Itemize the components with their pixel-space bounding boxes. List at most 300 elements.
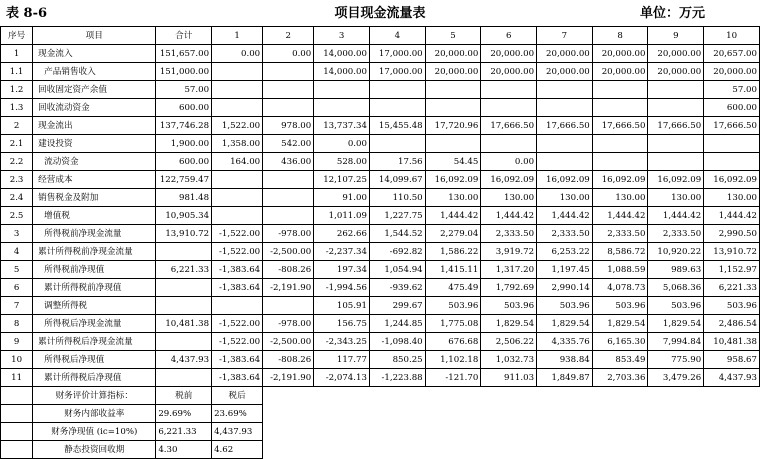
value-cell xyxy=(263,207,314,225)
table-row xyxy=(1,315,760,333)
value-cell: 20,000.00 xyxy=(537,63,593,81)
value-cell xyxy=(481,135,537,153)
value-cell: 958.67 xyxy=(704,351,760,369)
value-cell: 5,068.36 xyxy=(648,279,704,297)
value-cell: 600.00 xyxy=(704,99,760,117)
value-cell xyxy=(212,171,263,189)
row-id: 7 xyxy=(1,297,33,315)
table-row xyxy=(1,153,760,171)
row-id: 1.2 xyxy=(1,81,33,99)
column-header: 序号 xyxy=(1,27,33,45)
value-cell: 57.00 xyxy=(704,81,760,99)
value-cell: -1,383.64 xyxy=(212,279,263,297)
value-cell xyxy=(592,153,648,171)
value-cell: 676.68 xyxy=(425,333,481,351)
value-cell: 14,000.00 xyxy=(314,45,370,63)
column-header: 8 xyxy=(592,27,648,45)
value-cell: -1,383.64 xyxy=(212,261,263,279)
value-cell: -1,522.00 xyxy=(212,315,263,333)
value-cell xyxy=(592,135,648,153)
row-id: 2.1 xyxy=(1,135,33,153)
value-cell: 981.48 xyxy=(156,189,212,207)
value-cell xyxy=(263,63,314,81)
value-cell xyxy=(537,135,593,153)
row-id: 1.1 xyxy=(1,63,33,81)
value-cell: -2,191.90 xyxy=(263,279,314,297)
value-cell: 1,152.97 xyxy=(704,261,760,279)
value-cell: 1,829.54 xyxy=(592,315,648,333)
value-cell: 14,000.00 xyxy=(314,63,370,81)
value-cell: 17,666.50 xyxy=(648,117,704,135)
value-cell xyxy=(212,63,263,81)
value-cell: 130.00 xyxy=(481,189,537,207)
value-cell: 137,746.28 xyxy=(156,117,212,135)
value-cell: 91.00 xyxy=(314,189,370,207)
indicator-name: 财务评价计算指标： xyxy=(33,387,156,405)
value-cell: 1,032.73 xyxy=(481,351,537,369)
table-row xyxy=(1,189,760,207)
value-cell: 13,910.72 xyxy=(704,243,760,261)
value-cell: 20,000.00 xyxy=(425,63,481,81)
value-cell: -978.00 xyxy=(263,225,314,243)
value-cell: 1,849.87 xyxy=(537,369,593,387)
value-cell: 122,759.47 xyxy=(156,171,212,189)
value-cell xyxy=(648,135,704,153)
table-row xyxy=(1,63,760,81)
value-cell: 2,333.50 xyxy=(537,225,593,243)
value-cell: 6,221.33 xyxy=(156,261,212,279)
value-cell: 1,444.42 xyxy=(537,207,593,225)
value-cell: -808.26 xyxy=(263,261,314,279)
row-id: 4 xyxy=(1,243,33,261)
value-cell: 1,317.20 xyxy=(481,261,537,279)
value-cell: 503.96 xyxy=(425,297,481,315)
value-cell: 17,666.50 xyxy=(592,117,648,135)
value-cell: -692.82 xyxy=(369,243,425,261)
value-cell: 6,253.22 xyxy=(537,243,593,261)
row-item-name: 增值税 xyxy=(33,207,156,225)
value-cell xyxy=(212,297,263,315)
value-cell: 528.00 xyxy=(314,153,370,171)
indicator-after-tax: 23.69% xyxy=(212,405,263,423)
row-item-name: 建设投资 xyxy=(33,135,156,153)
row-item-name: 现金流入 xyxy=(33,45,156,63)
value-cell: 853.49 xyxy=(592,351,648,369)
value-cell: 1,227.75 xyxy=(369,207,425,225)
value-cell: 130.00 xyxy=(648,189,704,207)
value-cell: -1,098.40 xyxy=(369,333,425,351)
value-cell: 503.96 xyxy=(592,297,648,315)
row-id: 9 xyxy=(1,333,33,351)
row-id: 3 xyxy=(1,225,33,243)
column-header: 7 xyxy=(537,27,593,45)
value-cell: 1,775.08 xyxy=(425,315,481,333)
row-item-name: 现金流出 xyxy=(33,117,156,135)
indicator-before-tax: 税前 xyxy=(156,387,212,405)
row-id: 2.5 xyxy=(1,207,33,225)
value-cell xyxy=(648,81,704,99)
value-cell: 4,335.76 xyxy=(537,333,593,351)
row-item-name: 累计所得税前净现值 xyxy=(33,279,156,297)
value-cell: 1,358.00 xyxy=(212,135,263,153)
value-cell xyxy=(481,99,537,117)
value-cell: 151,000.00 xyxy=(156,63,212,81)
value-cell: -121.70 xyxy=(425,369,481,387)
value-cell xyxy=(156,369,212,387)
value-cell: 2,506.22 xyxy=(481,333,537,351)
value-cell: 775.90 xyxy=(648,351,704,369)
indicator-name: 财务内部收益率 xyxy=(33,405,156,423)
row-item-name: 所得税后净现金流量 xyxy=(33,315,156,333)
indicator-before-tax: 29.69% xyxy=(156,405,212,423)
table-label: 表 8-6 xyxy=(6,6,48,21)
value-cell: 1,444.42 xyxy=(481,207,537,225)
row-id: 10 xyxy=(1,351,33,369)
value-cell: 0.00 xyxy=(314,135,370,153)
value-cell: -1,383.64 xyxy=(212,369,263,387)
value-cell: 1,244.85 xyxy=(369,315,425,333)
row-id: 1.3 xyxy=(1,99,33,117)
column-header: 6 xyxy=(481,27,537,45)
value-cell: 20,000.00 xyxy=(425,45,481,63)
value-cell xyxy=(212,99,263,117)
value-cell: 16,092.09 xyxy=(592,171,648,189)
value-cell: 15,455.48 xyxy=(369,117,425,135)
table-row xyxy=(1,171,760,189)
value-cell: 2,486.54 xyxy=(704,315,760,333)
value-cell xyxy=(369,99,425,117)
value-cell: 151,657.00 xyxy=(156,45,212,63)
value-cell: 1,586.22 xyxy=(425,243,481,261)
value-cell: 16,092.09 xyxy=(704,171,760,189)
row-item-name: 调整所得税 xyxy=(33,297,156,315)
value-cell xyxy=(369,81,425,99)
value-cell xyxy=(263,297,314,315)
table-row xyxy=(1,369,760,387)
value-cell: 156.75 xyxy=(314,315,370,333)
value-cell: 503.96 xyxy=(704,297,760,315)
value-cell: -1,383.64 xyxy=(212,351,263,369)
value-cell: 3,479.26 xyxy=(648,369,704,387)
value-cell: 10,905.34 xyxy=(156,207,212,225)
value-cell: -1,223.88 xyxy=(369,369,425,387)
column-header: 2 xyxy=(263,27,314,45)
indicator-row xyxy=(1,405,760,423)
value-cell xyxy=(212,81,263,99)
row-item-name: 流动资金 xyxy=(33,153,156,171)
value-cell: 20,657.00 xyxy=(704,45,760,63)
value-cell: -2,500.00 xyxy=(263,243,314,261)
value-cell: 10,481.38 xyxy=(704,333,760,351)
indicator-id xyxy=(1,441,33,459)
value-cell xyxy=(314,99,370,117)
value-cell: 2,990.50 xyxy=(704,225,760,243)
value-cell: 1,197.45 xyxy=(537,261,593,279)
value-cell: 16,092.09 xyxy=(648,171,704,189)
value-cell: 1,444.42 xyxy=(704,207,760,225)
value-cell: 1,444.42 xyxy=(592,207,648,225)
table-row xyxy=(1,351,760,369)
value-cell: 110.50 xyxy=(369,189,425,207)
value-cell: 850.25 xyxy=(369,351,425,369)
table-header-row xyxy=(1,27,760,45)
column-header: 9 xyxy=(648,27,704,45)
table-row xyxy=(1,207,760,225)
row-id: 2.4 xyxy=(1,189,33,207)
value-cell xyxy=(648,99,704,117)
value-cell: 4,437.93 xyxy=(156,351,212,369)
value-cell: -1,522.00 xyxy=(212,243,263,261)
value-cell: 299.67 xyxy=(369,297,425,315)
row-id: 2.3 xyxy=(1,171,33,189)
value-cell xyxy=(481,81,537,99)
value-cell: 16,092.09 xyxy=(481,171,537,189)
value-cell: 503.96 xyxy=(648,297,704,315)
value-cell: -1,522.00 xyxy=(212,225,263,243)
indicator-row xyxy=(1,387,760,405)
value-cell: 17,666.50 xyxy=(537,117,593,135)
value-cell: 2,703.36 xyxy=(592,369,648,387)
value-cell: 1,829.54 xyxy=(648,315,704,333)
value-cell xyxy=(263,171,314,189)
value-cell: 1,011.09 xyxy=(314,207,370,225)
value-cell: 8,586.72 xyxy=(592,243,648,261)
row-id: 2.2 xyxy=(1,153,33,171)
indicator-name: 静态投资回收期 xyxy=(33,441,156,459)
value-cell: 503.96 xyxy=(481,297,537,315)
value-cell: 938.84 xyxy=(537,351,593,369)
row-id: 11 xyxy=(1,369,33,387)
value-cell: -2,500.00 xyxy=(263,333,314,351)
value-cell: 14,099.67 xyxy=(369,171,425,189)
row-item-name: 经营成本 xyxy=(33,171,156,189)
value-cell: 2,333.50 xyxy=(481,225,537,243)
value-cell: -939.62 xyxy=(369,279,425,297)
value-cell: 978.00 xyxy=(263,117,314,135)
value-cell xyxy=(263,189,314,207)
column-header: 10 xyxy=(704,27,760,45)
row-id: 1 xyxy=(1,45,33,63)
page-title: 项目现金流量表 xyxy=(334,6,426,21)
column-header: 5 xyxy=(425,27,481,45)
row-item-name: 回收固定资产余值 xyxy=(33,81,156,99)
value-cell: 17,000.00 xyxy=(369,63,425,81)
row-item-name: 累计所得税前净现金流量 xyxy=(33,243,156,261)
indicator-after-tax: 4,437.93 xyxy=(212,423,263,441)
value-cell: 7,994.84 xyxy=(648,333,704,351)
value-cell: 2,279.04 xyxy=(425,225,481,243)
value-cell: -1,994.56 xyxy=(314,279,370,297)
value-cell: 20,000.00 xyxy=(648,45,704,63)
value-cell: 2,990.14 xyxy=(537,279,593,297)
value-cell xyxy=(425,99,481,117)
value-cell: 1,829.54 xyxy=(481,315,537,333)
value-cell: 262.66 xyxy=(314,225,370,243)
table-row xyxy=(1,225,760,243)
value-cell xyxy=(704,153,760,171)
table-row xyxy=(1,243,760,261)
value-cell: 130.00 xyxy=(592,189,648,207)
table-row xyxy=(1,261,760,279)
value-cell xyxy=(369,135,425,153)
value-cell: 20,000.00 xyxy=(592,45,648,63)
table-row xyxy=(1,117,760,135)
value-cell: 1,088.59 xyxy=(592,261,648,279)
value-cell xyxy=(156,333,212,351)
value-cell: -808.26 xyxy=(263,351,314,369)
indicator-after-tax: 4.62 xyxy=(212,441,263,459)
value-cell: 436.00 xyxy=(263,153,314,171)
value-cell: 1,900.00 xyxy=(156,135,212,153)
row-id: 2 xyxy=(1,117,33,135)
value-cell: 503.96 xyxy=(537,297,593,315)
value-cell: 2,333.50 xyxy=(648,225,704,243)
value-cell: 20,000.00 xyxy=(648,63,704,81)
value-cell: 1,054.94 xyxy=(369,261,425,279)
indicator-row xyxy=(1,423,760,441)
table-row xyxy=(1,45,760,63)
table-row xyxy=(1,333,760,351)
indicator-id xyxy=(1,405,33,423)
value-cell: 164.00 xyxy=(212,153,263,171)
value-cell: 1,102.18 xyxy=(425,351,481,369)
value-cell: 197.34 xyxy=(314,261,370,279)
value-cell: 117.77 xyxy=(314,351,370,369)
value-cell: 17,720.96 xyxy=(425,117,481,135)
indicator-id xyxy=(1,423,33,441)
row-item-name: 销售税金及附加 xyxy=(33,189,156,207)
value-cell: 17,666.50 xyxy=(704,117,760,135)
row-item-name: 所得税前净现值 xyxy=(33,261,156,279)
row-item-name: 累计所得税后净现金流量 xyxy=(33,333,156,351)
value-cell: -2,191.90 xyxy=(263,369,314,387)
indicator-before-tax: 4.30 xyxy=(156,441,212,459)
value-cell xyxy=(263,99,314,117)
value-cell: 130.00 xyxy=(537,189,593,207)
value-cell xyxy=(156,243,212,261)
column-header: 4 xyxy=(369,27,425,45)
value-cell xyxy=(592,99,648,117)
value-cell: -2,237.34 xyxy=(314,243,370,261)
value-cell: 16,092.09 xyxy=(425,171,481,189)
value-cell: -978.00 xyxy=(263,315,314,333)
value-cell: 1,544.52 xyxy=(369,225,425,243)
table-row xyxy=(1,297,760,315)
value-cell: 911.03 xyxy=(481,369,537,387)
row-id: 8 xyxy=(1,315,33,333)
value-cell: 1,829.54 xyxy=(537,315,593,333)
value-cell: 17,000.00 xyxy=(369,45,425,63)
column-header: 1 xyxy=(212,27,263,45)
value-cell: 4,437.93 xyxy=(704,369,760,387)
indicator-row xyxy=(1,441,760,459)
indicator-before-tax: 6,221.33 xyxy=(156,423,212,441)
value-cell: -2,343.25 xyxy=(314,333,370,351)
value-cell xyxy=(537,153,593,171)
table-row xyxy=(1,81,760,99)
row-item-name: 所得税前净现金流量 xyxy=(33,225,156,243)
value-cell: 600.00 xyxy=(156,153,212,171)
indicator-name: 财务净现值 (ic=10%) xyxy=(33,423,156,441)
row-item-name: 所得税后净现值 xyxy=(33,351,156,369)
value-cell: -1,522.00 xyxy=(212,333,263,351)
value-cell xyxy=(592,81,648,99)
value-cell xyxy=(425,135,481,153)
indicator-after-tax: 税后 xyxy=(212,387,263,405)
table-row xyxy=(1,135,760,153)
value-cell xyxy=(314,81,370,99)
value-cell: 130.00 xyxy=(425,189,481,207)
value-cell xyxy=(425,81,481,99)
value-cell: 20,000.00 xyxy=(537,45,593,63)
value-cell: 10,481.38 xyxy=(156,315,212,333)
row-id: 5 xyxy=(1,261,33,279)
value-cell: 16,092.09 xyxy=(537,171,593,189)
value-cell: 10,920.22 xyxy=(648,243,704,261)
unit-label: 单位：万元 xyxy=(640,6,706,21)
table-row xyxy=(1,279,760,297)
column-header: 项目 xyxy=(33,27,156,45)
value-cell: 600.00 xyxy=(156,99,212,117)
row-item-name: 累计所得税后净现值 xyxy=(33,369,156,387)
value-cell: 0.00 xyxy=(481,153,537,171)
value-cell: 13,910.72 xyxy=(156,225,212,243)
value-cell: 0.00 xyxy=(263,45,314,63)
value-cell: 1,415.11 xyxy=(425,261,481,279)
value-cell: 1,444.42 xyxy=(425,207,481,225)
value-cell xyxy=(537,81,593,99)
value-cell xyxy=(156,297,212,315)
table-row xyxy=(1,99,760,117)
value-cell: 542.00 xyxy=(263,135,314,153)
value-cell: 20,000.00 xyxy=(481,63,537,81)
value-cell xyxy=(212,189,263,207)
column-header: 合计 xyxy=(156,27,212,45)
value-cell: 6,165.30 xyxy=(592,333,648,351)
indicator-id xyxy=(1,387,33,405)
value-cell: 0.00 xyxy=(212,45,263,63)
value-cell: -2,074.13 xyxy=(314,369,370,387)
value-cell: 20,000.00 xyxy=(481,45,537,63)
value-cell: 989.63 xyxy=(648,261,704,279)
value-cell: 17,666.50 xyxy=(481,117,537,135)
value-cell xyxy=(156,279,212,297)
cash-flow-table xyxy=(0,26,760,459)
row-id: 6 xyxy=(1,279,33,297)
value-cell: 1,792.69 xyxy=(481,279,537,297)
value-cell: 17.56 xyxy=(369,153,425,171)
value-cell: 20,000.00 xyxy=(704,63,760,81)
value-cell xyxy=(212,207,263,225)
column-header: 3 xyxy=(314,27,370,45)
value-cell: 130.00 xyxy=(704,189,760,207)
row-item-name: 回收流动资金 xyxy=(33,99,156,117)
value-cell: 1,522.00 xyxy=(212,117,263,135)
value-cell: 475.49 xyxy=(425,279,481,297)
value-cell: 12,107.25 xyxy=(314,171,370,189)
value-cell: 1,444.42 xyxy=(648,207,704,225)
value-cell: 57.00 xyxy=(156,81,212,99)
value-cell: 3,919.72 xyxy=(481,243,537,261)
value-cell: 2,333.50 xyxy=(592,225,648,243)
value-cell: 6,221.33 xyxy=(704,279,760,297)
value-cell: 105.91 xyxy=(314,297,370,315)
value-cell xyxy=(648,153,704,171)
value-cell: 4,078.73 xyxy=(592,279,648,297)
value-cell: 13,737.34 xyxy=(314,117,370,135)
value-cell xyxy=(263,81,314,99)
row-item-name: 产品销售收入 xyxy=(33,63,156,81)
